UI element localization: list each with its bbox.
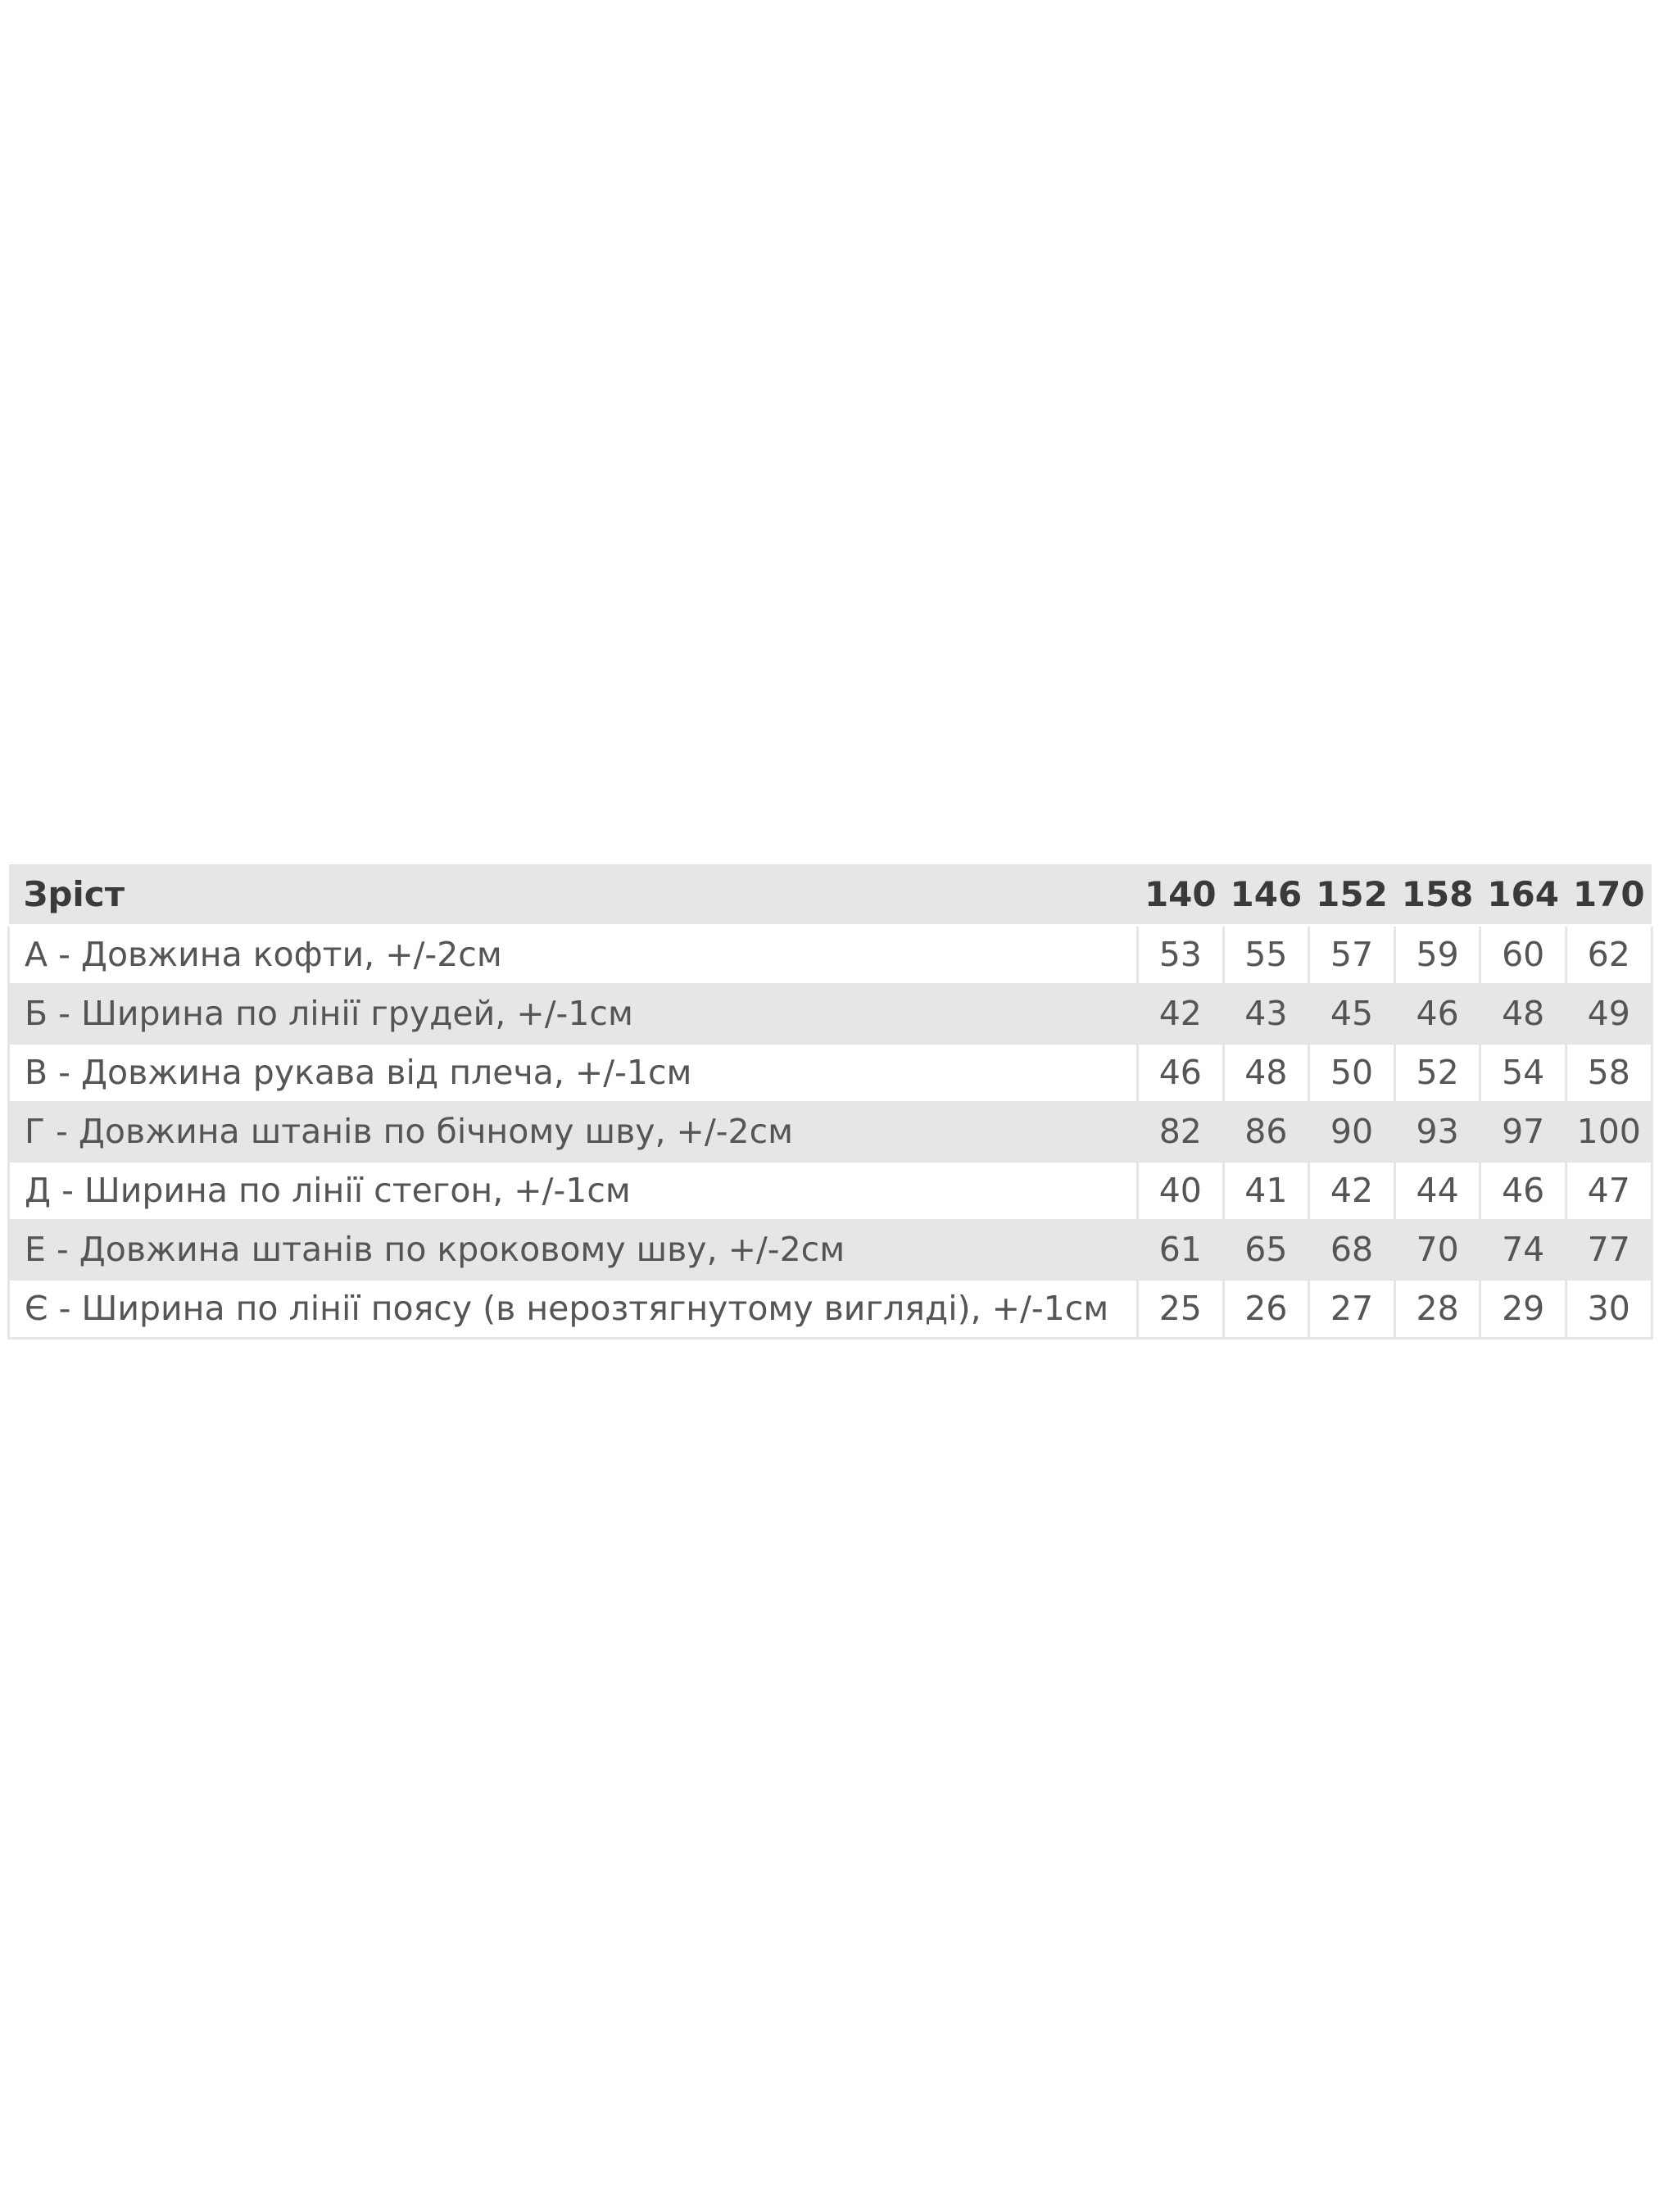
size-header: 146 [1223, 864, 1309, 925]
measurement-value: 47 [1566, 1161, 1652, 1220]
measurement-value: 70 [1394, 1220, 1480, 1279]
measurement-value: 50 [1309, 1043, 1395, 1102]
measurement-label: Е - Довжина штанів по кроковому шву, +/-2см [9, 1220, 1138, 1279]
measurement-value: 46 [1138, 1043, 1224, 1102]
size-header: 152 [1309, 864, 1395, 925]
measurement-value: 26 [1223, 1279, 1309, 1338]
measurement-value: 77 [1566, 1220, 1652, 1279]
height-header: Зріст [9, 864, 1138, 925]
measurement-value: 62 [1566, 925, 1652, 984]
measurement-value: 93 [1394, 1102, 1480, 1161]
table-row [9, 984, 1652, 1043]
measurement-label: А - Довжина кофти, +/-2см [9, 925, 1138, 984]
measurement-value: 40 [1138, 1161, 1224, 1220]
measurement-value: 25 [1138, 1279, 1224, 1338]
table-row [9, 1161, 1652, 1220]
measurement-value: 65 [1223, 1220, 1309, 1279]
table-row [9, 1279, 1652, 1338]
measurement-value: 97 [1480, 1102, 1566, 1161]
measurement-value: 46 [1394, 984, 1480, 1043]
measurement-value: 52 [1394, 1043, 1480, 1102]
table-row [9, 1043, 1652, 1102]
measurement-value: 46 [1480, 1161, 1566, 1220]
measurement-label: Є - Ширина по лінії поясу (в нерозтягнутому вигляді), +/-1см [9, 1279, 1138, 1338]
measurement-value: 41 [1223, 1161, 1309, 1220]
measurement-value: 82 [1138, 1102, 1224, 1161]
measurement-value: 45 [1309, 984, 1395, 1043]
measurement-value: 48 [1223, 1043, 1309, 1102]
measurement-value: 90 [1309, 1102, 1395, 1161]
measurement-value: 86 [1223, 1102, 1309, 1161]
measurement-value: 55 [1223, 925, 1309, 984]
size-header: 164 [1480, 864, 1566, 925]
measurement-value: 61 [1138, 1220, 1224, 1279]
measurement-value: 42 [1138, 984, 1224, 1043]
measurement-value: 58 [1566, 1043, 1652, 1102]
measurement-value: 74 [1480, 1220, 1566, 1279]
measurement-value: 57 [1309, 925, 1395, 984]
header-row [9, 864, 1652, 925]
table-row [9, 925, 1652, 984]
size-header: 158 [1394, 864, 1480, 925]
measurement-label: В - Довжина рукава від плеча, +/-1см [9, 1043, 1138, 1102]
measurement-value: 49 [1566, 984, 1652, 1043]
measurement-label: Д - Ширина по лінії стегон, +/-1см [9, 1161, 1138, 1220]
table-row [9, 1220, 1652, 1279]
measurement-value: 29 [1480, 1279, 1566, 1338]
measurement-value: 60 [1480, 925, 1566, 984]
measurement-value: 44 [1394, 1161, 1480, 1220]
measurement-value: 42 [1309, 1161, 1395, 1220]
measurement-label: Г - Довжина штанів по бічному шву, +/-2см [9, 1102, 1138, 1161]
size-chart-table [7, 864, 1653, 1339]
measurement-label: Б - Ширина по лінії грудей, +/-1см [9, 984, 1138, 1043]
measurement-value: 43 [1223, 984, 1309, 1043]
measurement-value: 100 [1566, 1102, 1652, 1161]
size-header: 140 [1138, 864, 1224, 925]
table-row [9, 1102, 1652, 1161]
measurement-value: 54 [1480, 1043, 1566, 1102]
measurement-value: 68 [1309, 1220, 1395, 1279]
measurement-value: 59 [1394, 925, 1480, 984]
size-header: 170 [1566, 864, 1652, 925]
measurement-value: 28 [1394, 1279, 1480, 1338]
measurement-value: 27 [1309, 1279, 1395, 1338]
measurement-value: 48 [1480, 984, 1566, 1043]
measurement-value: 53 [1138, 925, 1224, 984]
measurement-value: 30 [1566, 1279, 1652, 1338]
